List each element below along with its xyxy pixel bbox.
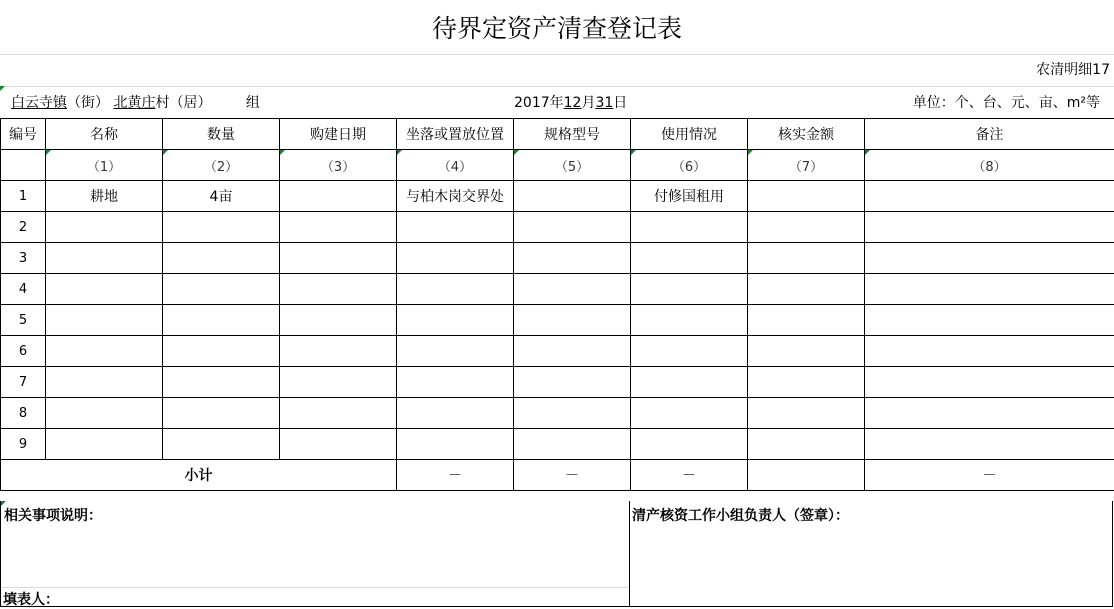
row-spec-cell[interactable]: [514, 212, 631, 243]
index-cell: [514, 150, 631, 181]
table-row: [1, 336, 1114, 367]
col-header-id: 编号: [1, 119, 46, 150]
info-row: [0, 86, 1114, 118]
cell-comment-marker: [514, 150, 519, 155]
form-code: 农清明细17: [1036, 59, 1110, 79]
col-header-remark: 备注: [865, 119, 1114, 150]
cell-comment-marker: [280, 150, 285, 155]
row-purchase-date-cell[interactable]: [280, 336, 397, 367]
row-amount-cell[interactable]: [748, 212, 865, 243]
col-header-purchase-date: 购建日期: [280, 119, 397, 150]
index-label: （3）: [321, 160, 355, 175]
table-row: [1, 305, 1114, 336]
date-year-suffix: 年: [550, 95, 564, 111]
row-location-cell[interactable]: [397, 398, 514, 429]
row-purchase-date-cell[interactable]: [280, 305, 397, 336]
row-amount-cell[interactable]: [748, 367, 865, 398]
row-spec-cell[interactable]: [514, 243, 631, 274]
row-usage-cell[interactable]: [631, 212, 748, 243]
row-quantity-cell[interactable]: [163, 398, 280, 429]
row-remark-cell[interactable]: [865, 212, 1114, 243]
col-header-amount: 核实金额: [748, 119, 865, 150]
row-amount-cell[interactable]: [748, 305, 865, 336]
page-title: 待界定资产清查登记表: [0, 0, 1114, 54]
row-id-cell: 2: [1, 212, 46, 243]
row-location-cell[interactable]: [397, 243, 514, 274]
row-purchase-date-cell[interactable]: [280, 181, 397, 212]
row-purchase-date-cell[interactable]: [280, 429, 397, 460]
row-purchase-date-cell[interactable]: [280, 243, 397, 274]
row-name-cell[interactable]: [46, 274, 163, 305]
row-quantity-cell[interactable]: 4亩: [163, 181, 280, 212]
table-row: [1, 429, 1114, 460]
row-quantity-cell[interactable]: [163, 305, 280, 336]
subtotal-remark[interactable]: －: [865, 460, 1114, 491]
row-location-cell[interactable]: [397, 212, 514, 243]
row-spec-cell[interactable]: [514, 181, 631, 212]
row-name-cell[interactable]: [46, 212, 163, 243]
row-location-cell[interactable]: [397, 429, 514, 460]
index-label: （2）: [204, 160, 238, 175]
row-spec-cell[interactable]: [514, 367, 631, 398]
row-location-cell[interactable]: [397, 336, 514, 367]
row-usage-cell[interactable]: [631, 398, 748, 429]
row-purchase-date-cell[interactable]: [280, 274, 397, 305]
row-remark-cell[interactable]: [865, 336, 1114, 367]
row-remark-cell[interactable]: [865, 429, 1114, 460]
col-header-spec: 规格型号: [514, 119, 631, 150]
cell-comment-marker: [748, 150, 753, 155]
subtotal-row: [1, 460, 1114, 491]
index-label: （7）: [789, 160, 823, 175]
row-id-cell: 1: [1, 181, 46, 212]
index-cell: [46, 150, 163, 181]
report-date: [514, 92, 627, 112]
index-cell: [397, 150, 514, 181]
responsible-label: 清产核资工作小组负责人（签章）：: [632, 505, 849, 525]
row-amount-cell[interactable]: [748, 181, 865, 212]
responsible-cell[interactable]: [629, 501, 1113, 607]
row-spec-cell[interactable]: [514, 274, 631, 305]
row-amount-cell[interactable]: [748, 336, 865, 367]
row-quantity-cell[interactable]: [163, 336, 280, 367]
row-location-cell[interactable]: [397, 305, 514, 336]
index-label: （5）: [555, 160, 589, 175]
index-label: （1）: [87, 160, 121, 175]
footer-area: [0, 501, 1114, 607]
cell-comment-marker: [46, 150, 51, 155]
index-cell: [865, 150, 1114, 181]
row-id-cell: 5: [1, 305, 46, 336]
row-id-cell: 7: [1, 367, 46, 398]
row-usage-cell[interactable]: [631, 336, 748, 367]
row-id-cell: 6: [1, 336, 46, 367]
table-row: [1, 398, 1114, 429]
index-row: [1, 150, 1114, 181]
index-label: （4）: [438, 160, 472, 175]
location-line: [11, 92, 260, 112]
index-label: （8）: [972, 160, 1006, 175]
table-row: [1, 212, 1114, 243]
row-remark-cell[interactable]: [865, 398, 1114, 429]
date-day-suffix: 日: [613, 95, 627, 111]
row-usage-cell[interactable]: [631, 305, 748, 336]
row-usage-cell[interactable]: 付修国租用: [631, 181, 748, 212]
cell-comment-marker: [865, 150, 870, 155]
filler-label: 填表人：: [3, 589, 59, 609]
row-amount-cell[interactable]: [748, 243, 865, 274]
row-usage-cell[interactable]: [631, 429, 748, 460]
col-header-name: 名称: [46, 119, 163, 150]
town-suffix: （街）: [67, 95, 109, 111]
subtotal-location[interactable]: －: [397, 460, 514, 491]
row-remark-cell[interactable]: [865, 274, 1114, 305]
row-location-cell[interactable]: 与柏木岗交界处: [397, 181, 514, 212]
cell-comment-marker: [0, 86, 5, 91]
table-row: [1, 274, 1114, 305]
notes-label: 相关事项说明：: [4, 505, 102, 525]
subtotal-spec[interactable]: －: [514, 460, 631, 491]
row-remark-cell[interactable]: [865, 181, 1114, 212]
index-cell: [280, 150, 397, 181]
cell-comment-marker: [631, 150, 636, 155]
village-suffix: 村（居）: [155, 95, 211, 111]
row-id-cell: 3: [1, 243, 46, 274]
cell-comment-marker: [163, 150, 168, 155]
col-header-quantity: 数量: [163, 119, 280, 150]
row-purchase-date-cell[interactable]: [280, 212, 397, 243]
row-name-cell[interactable]: [46, 336, 163, 367]
index-label: （6）: [672, 160, 706, 175]
header-row: [1, 119, 1114, 150]
row-quantity-cell[interactable]: [163, 367, 280, 398]
row-purchase-date-cell[interactable]: [280, 367, 397, 398]
index-cell: [631, 150, 748, 181]
index-cell: [1, 150, 46, 181]
row-spec-cell[interactable]: [514, 429, 631, 460]
row-spec-cell[interactable]: [514, 336, 631, 367]
row-spec-cell[interactable]: [514, 305, 631, 336]
town-name: 白云寺镇: [11, 95, 67, 111]
row-amount-cell[interactable]: [748, 429, 865, 460]
row-quantity-cell[interactable]: [163, 243, 280, 274]
date-day: 31: [595, 95, 613, 111]
subtotal-amount[interactable]: [748, 460, 865, 491]
row-usage-cell[interactable]: [631, 243, 748, 274]
row-usage-cell[interactable]: [631, 274, 748, 305]
row-name-cell[interactable]: [46, 429, 163, 460]
row-location-cell[interactable]: [397, 367, 514, 398]
row-quantity-cell[interactable]: [163, 429, 280, 460]
row-purchase-date-cell[interactable]: [280, 398, 397, 429]
row-location-cell[interactable]: [397, 274, 514, 305]
index-cell: [748, 150, 865, 181]
row-remark-cell[interactable]: [865, 243, 1114, 274]
asset-table: [0, 118, 1114, 491]
date-month: 12: [564, 95, 582, 111]
row-quantity-cell[interactable]: [163, 212, 280, 243]
cell-comment-marker: [397, 150, 402, 155]
row-spec-cell[interactable]: [514, 398, 631, 429]
table-row: [1, 181, 1114, 212]
filler-cell[interactable]: [1, 587, 629, 608]
table-body: [1, 181, 1114, 460]
row-quantity-cell[interactable]: [163, 274, 280, 305]
row-name-cell[interactable]: 耕地: [46, 181, 163, 212]
date-month-suffix: 月: [581, 95, 595, 111]
row-name-cell[interactable]: [46, 243, 163, 274]
table-row: [1, 243, 1114, 274]
group-suffix: 组: [246, 95, 260, 111]
row-id-cell: 4: [1, 274, 46, 305]
table-row: [1, 367, 1114, 398]
row-remark-cell[interactable]: [865, 305, 1114, 336]
index-cell: [163, 150, 280, 181]
col-header-location: 坐落或置放位置: [397, 119, 514, 150]
row-usage-cell[interactable]: [631, 367, 748, 398]
row-amount-cell[interactable]: [748, 274, 865, 305]
row-remark-cell[interactable]: [865, 367, 1114, 398]
village-name: 北黄庄: [113, 95, 155, 111]
row-id-cell: 9: [1, 429, 46, 460]
date-year: 2017: [514, 95, 550, 111]
unit-note: 单位：个、台、元、亩、m²等: [913, 92, 1100, 112]
row-id-cell: 8: [1, 398, 46, 429]
row-name-cell[interactable]: [46, 305, 163, 336]
subtotal-label: 小计: [1, 460, 397, 491]
row-name-cell[interactable]: [46, 398, 163, 429]
row-name-cell[interactable]: [46, 367, 163, 398]
col-header-usage: 使用情况: [631, 119, 748, 150]
subtotal-usage[interactable]: －: [631, 460, 748, 491]
row-amount-cell[interactable]: [748, 398, 865, 429]
